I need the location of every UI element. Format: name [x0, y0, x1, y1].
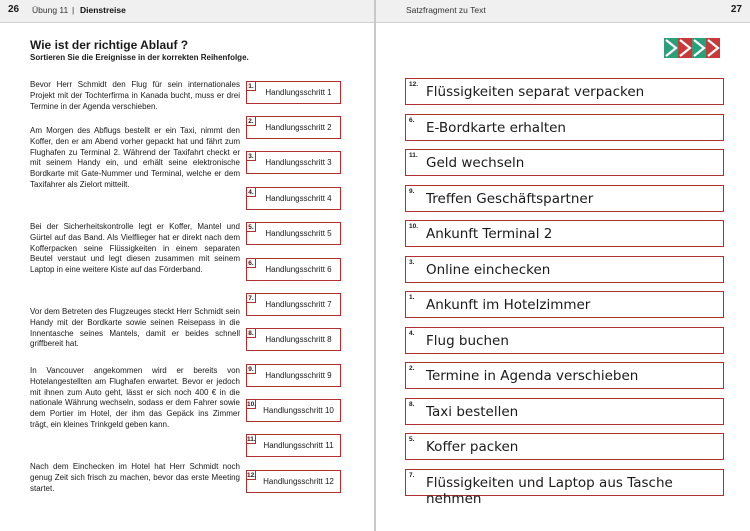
- step-number: 11.: [247, 436, 256, 443]
- step-box[interactable]: [246, 328, 341, 351]
- fragment-number: 5.: [409, 436, 415, 443]
- paragraph: Bevor Herr Schmidt den Flug für sein internationales Projekt mit der Tochterfirma in Kanada bucht, muss er drei Termine in der Agenda verschieben.: [30, 80, 240, 111]
- fragment-text: Flüssigkeiten und Laptop aus Tasche nehmen: [426, 475, 673, 507]
- step-box[interactable]: [246, 222, 341, 245]
- fragment-text: Taxi bestellen: [426, 404, 519, 420]
- fragment-box[interactable]: [405, 291, 724, 318]
- fragment-number: 3.: [409, 259, 415, 266]
- page-subtitle: Sortieren Sie die Ereignisse in der korrekten Reihenfolge.: [30, 53, 249, 62]
- step-number: 12.: [247, 472, 257, 479]
- fragment-box[interactable]: [405, 220, 724, 247]
- step-label: Handlungsschritt 11: [263, 441, 334, 450]
- exercise-topic: Dienstreise: [80, 5, 126, 15]
- fragment-number: 6.: [409, 117, 415, 124]
- paragraph: Am Morgen des Abflugs bestellt er ein Taxi, nimmt den Koffer, den er am Abend vorher gepackt hat und fährt zum Flughafen zu Terminal 2. Während der Taxifahrt checkt er mit seinem Handy ein, und erhält seine elektronische Bordkarte mit Gate-Nummer und Terminal, welche er dem Taxifahrer als Zielort mitteilt.: [30, 126, 240, 189]
- step-number: 6.: [246, 258, 256, 268]
- step-box[interactable]: [246, 434, 341, 457]
- step-label: Handlungsschritt 8: [265, 335, 332, 344]
- step-box[interactable]: [246, 151, 341, 174]
- page-title: Wie ist der richtige Ablauf ?: [30, 38, 189, 52]
- fragment-box[interactable]: [405, 78, 724, 105]
- step-label: Handlungsschritt 2: [265, 123, 332, 132]
- step-box[interactable]: [246, 293, 341, 316]
- fragment-number: 9.: [409, 188, 415, 195]
- fragment-box[interactable]: [405, 469, 724, 507]
- fragment-number: 2.: [409, 365, 415, 372]
- fragment-text: Treffen Geschäftspartner: [426, 191, 594, 207]
- step-number: 5.: [246, 222, 256, 232]
- step-label: Handlungsschritt 1: [265, 88, 332, 97]
- fragment-number: 10.: [409, 223, 419, 230]
- step-label: Handlungsschritt 4: [265, 194, 332, 203]
- step-number: 7.: [246, 293, 256, 303]
- fragment-number: 1.: [409, 294, 415, 301]
- step-number: 8.: [246, 328, 256, 338]
- paragraph: Bei der Sicherheitskontrolle legt er Koffer, Mantel und Gürtel auf das Band. Als Vielflieger hat er direkt nach dem Kofferpacken seine Flüssigkeiten in einem separaten Beutel verstaut und legt diesen zusammen mit seinem Laptop in eine weitere Kiste auf das Förderband.: [30, 222, 240, 275]
- fragment-box[interactable]: [405, 114, 724, 141]
- left-page-number: 26: [8, 4, 20, 15]
- step-box[interactable]: [246, 399, 341, 422]
- fragment-number: 11.: [409, 152, 418, 159]
- step-number: 4.: [246, 187, 256, 197]
- step-box[interactable]: [246, 187, 341, 210]
- fragment-text: Online einchecken: [426, 262, 551, 278]
- right-page-number: 27: [730, 4, 742, 15]
- step-number: 2.: [246, 116, 256, 126]
- step-box[interactable]: [246, 116, 341, 139]
- step-box[interactable]: [246, 470, 341, 493]
- exercise-label: Übung 11: [32, 5, 69, 15]
- fragment-text: Ankunft im Hotelzimmer: [426, 297, 591, 313]
- fragment-box[interactable]: [405, 185, 724, 212]
- fragment-number: 7.: [409, 472, 415, 479]
- fragment-text: Flug buchen: [426, 333, 509, 349]
- header-separator: |: [72, 5, 75, 15]
- step-number: 3.: [246, 151, 256, 161]
- right-header-bar: [376, 0, 750, 23]
- step-label: Handlungsschritt 3: [265, 158, 332, 167]
- fragment-text: Termine in Agenda verschieben: [426, 368, 639, 384]
- paragraph: Vor dem Betreten des Flugzeuges steckt Herr Schmidt sein Handy mit der Bordkarte sowie seinen Reisepass in die Innentasche seines Mantels, damit er beides schnell griffbereit hat.: [30, 307, 240, 349]
- right-header-title: Satzfragment zu Text: [406, 5, 486, 15]
- step-label: Handlungsschritt 6: [265, 265, 332, 274]
- fragment-box[interactable]: [405, 327, 724, 354]
- step-box[interactable]: [246, 258, 341, 281]
- step-number: 10.: [247, 401, 257, 408]
- fragment-text: Flüssigkeiten separat verpacken: [426, 84, 645, 100]
- right-page: [376, 0, 750, 531]
- paragraph: In Vancouver angekommen wird er bereits von Hotelangestellten am Flughafen erwartet. Bevor er jedoch mit ihnen zum Auto geht, lässt er sich noch 400 € in die nationale Währung wechseln, sodass er dem Fahrer sowie dem Portier im Hotel, der ihm das Gepäck ins Zimmer trägt, ein kleines Trinkgeld geben kann.: [30, 366, 240, 429]
- fragment-box[interactable]: [405, 398, 724, 425]
- left-header-bar: [0, 0, 375, 23]
- step-label: Handlungsschritt 5: [265, 229, 332, 238]
- fragment-text: Ankunft Terminal 2: [426, 226, 553, 242]
- fragment-box[interactable]: [405, 256, 724, 283]
- fragment-box[interactable]: [405, 433, 724, 460]
- step-box[interactable]: [246, 81, 341, 104]
- fragment-text: Geld wechseln: [426, 155, 525, 171]
- step-label: Handlungsschritt 10: [263, 406, 334, 415]
- fragment-number: 12.: [409, 81, 419, 88]
- step-number: 1.: [246, 81, 256, 91]
- fragment-text: E-Bordkarte erhalten: [426, 120, 566, 136]
- fragment-number: 4.: [409, 330, 415, 337]
- paragraph: Nach dem Einchecken im Hotel hat Herr Schmidt noch genug Zeit sich frisch zu machen, bevor das erste Meeting startet.: [30, 462, 240, 493]
- fragment-box[interactable]: [405, 149, 724, 176]
- step-label: Handlungsschritt 9: [265, 371, 332, 380]
- step-box[interactable]: [246, 364, 341, 387]
- step-label: Handlungsschritt 7: [265, 300, 332, 309]
- fragment-text: Koffer packen: [426, 439, 519, 455]
- fragment-number: 8.: [409, 401, 415, 408]
- fragment-box[interactable]: [405, 362, 724, 389]
- logo-icon: [664, 38, 720, 58]
- step-number: 9.: [246, 364, 256, 374]
- step-label: Handlungsschritt 12: [263, 477, 334, 486]
